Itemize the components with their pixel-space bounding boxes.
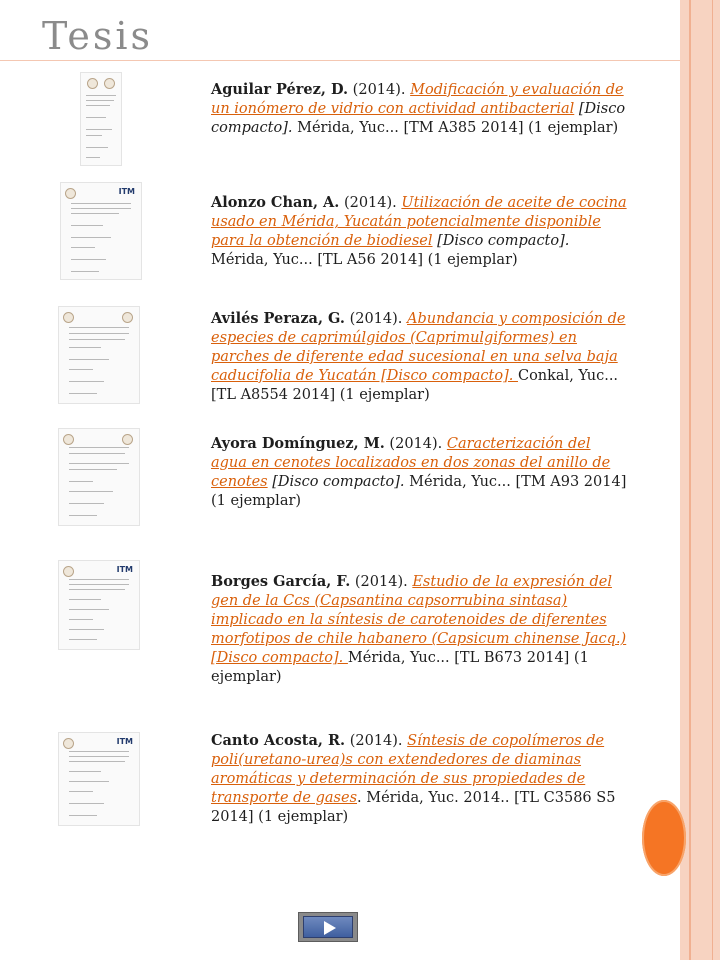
entry-author: Ayora Domínguez, M. — [211, 435, 385, 452]
orange-oval-decoration — [642, 800, 686, 876]
next-slide-button[interactable] — [298, 912, 358, 942]
next-button-face — [303, 916, 353, 938]
entry-year: (2014). — [350, 574, 413, 590]
entry-title-link[interactable]: Abundancia y composición de especies de caprimúlgidos (Caprimulgiformes) en parches de diferente edad sucesional en una selva baja caducifolia de Yucatán [Disco compacto]. — [211, 311, 626, 384]
thesis-cover-thumbnail: ITM — [58, 732, 140, 826]
entry-details: Conkal, Yuc... [TL A8554 2014] (1 ejemplar) — [211, 368, 619, 403]
thesis-cover-thumbnail: ITM — [58, 560, 140, 650]
entry-details: Mérida, Yuc... [TM A385 2014] (1 ejemplar) — [292, 120, 619, 136]
entry-author: Canto Acosta, R. — [211, 732, 346, 749]
thesis-entry — [211, 193, 631, 270]
thesis-cover-thumbnail — [58, 306, 140, 404]
entry-title-link[interactable]: Estudio de la expresión del gen de la Ccs (Capsantina capsorrubina sintasa) implicado en la síntesis de carotenoides de diferentes morfotipos de chile habanero (Capsicum chinense Jacq.) [Disco compacto]. — [211, 574, 627, 666]
page-title: Tesis — [42, 14, 154, 58]
entry-author: Alonzo Chan, A. — [211, 194, 340, 211]
entry-title-link[interactable]: Síntesis de copolímeros de poli(uretano-urea)s con extendedores de diaminas aromáticas y determinación de sus propiedades de transporte de gases — [211, 733, 605, 806]
entry-year: (2014). — [384, 436, 447, 452]
thesis-entry — [211, 731, 631, 827]
thesis-cover-thumbnail — [58, 428, 140, 526]
entry-details: . Mérida, Yuc. 2014.. [TL C3586 S5 2014] (1 ejemplar) — [211, 790, 616, 825]
thesis-entry — [211, 309, 631, 405]
entry-author: Avilés Peraza, G. — [211, 310, 345, 327]
thesis-entry — [211, 572, 631, 687]
entry-year: (2014). — [345, 733, 408, 749]
thesis-entry — [211, 434, 631, 511]
entry-title-link[interactable]: Modificación y evaluación de un ionómero de vidrio con actividad antibacterial — [211, 82, 624, 117]
thesis-cover-thumbnail — [80, 72, 122, 166]
right-band-line-thin — [712, 0, 713, 960]
entry-medium: [Disco compacto]. — [211, 101, 626, 136]
title-divider — [0, 60, 680, 61]
entry-title-link[interactable]: Caracterización del agua en cenotes localizados en dos zonas del anillo de cenotes — [211, 436, 611, 490]
entry-medium: [Disco compacto]. — [432, 233, 570, 249]
entry-details: Mérida, Yuc... [TL A56 2014] (1 ejemplar) — [211, 252, 518, 268]
thesis-entry — [211, 80, 631, 138]
entry-year: (2014). — [339, 195, 402, 211]
entry-medium: [Disco compacto]. — [267, 474, 405, 490]
entry-details: Mérida, Yuc... [TM A93 2014] (1 ejemplar) — [211, 474, 627, 509]
entry-title-link[interactable]: Utilización de aceite de cocina usado en Mérida, Yucatán potencialmente disponible para la obtención de biodiesel — [211, 195, 627, 249]
right-band-line — [689, 0, 691, 960]
entry-details: Mérida, Yuc... [TL B673 2014] (1 ejemplar) — [211, 650, 589, 685]
entry-author: Borges García, F. — [211, 573, 351, 590]
play-next-icon — [324, 921, 336, 935]
entry-year: (2014). — [344, 311, 408, 327]
right-decorative-band — [680, 0, 720, 960]
entry-author: Aguilar Pérez, D. — [211, 81, 349, 98]
entry-year: (2014). — [348, 82, 411, 98]
thesis-cover-thumbnail: ITM — [60, 182, 142, 280]
